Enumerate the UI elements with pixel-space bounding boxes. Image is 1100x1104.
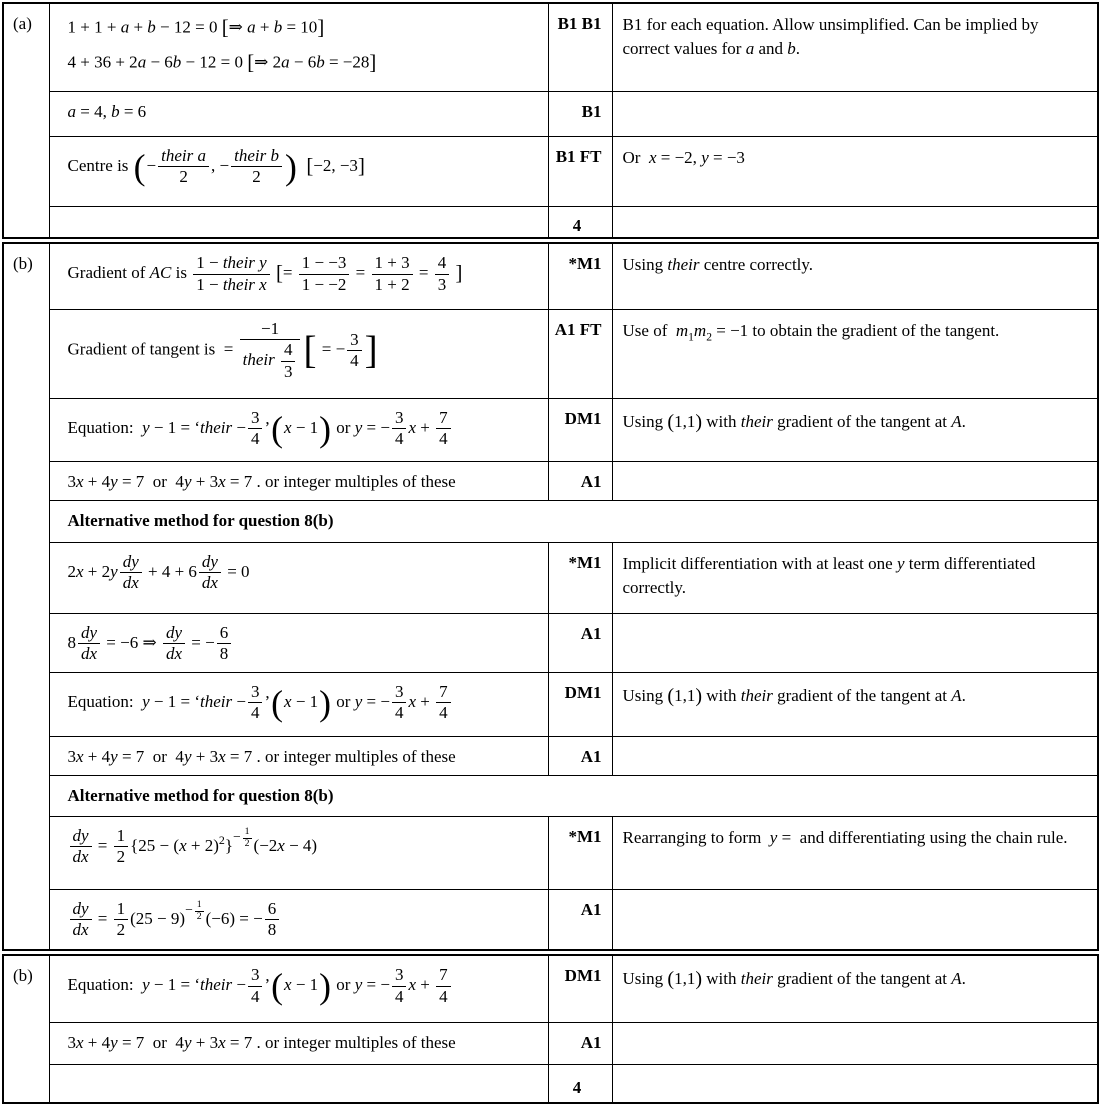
table-row	[3, 206, 1098, 238]
mark-cell: A1	[548, 736, 612, 775]
part-label: (b)	[3, 243, 49, 950]
mark-cell: *M1	[548, 243, 612, 309]
working-cell	[49, 206, 548, 238]
comment-cell	[612, 613, 1098, 672]
section-part-b-continued	[2, 954, 1099, 1104]
total-marks-cell: 4	[548, 1064, 612, 1103]
section-part-a	[2, 2, 1099, 239]
part-label: (b)	[3, 955, 49, 1103]
mark-cell: *M1	[548, 816, 612, 889]
total-marks-cell: 4	[548, 206, 612, 238]
comment-cell	[612, 736, 1098, 775]
working-cell: 1 + 1 + a + b − 12 = 0 [⇒ a + b = 10] 4 + 36 + 2a − 6b − 12 = 0 [⇒ 2a − 6b = −28]	[49, 3, 548, 91]
table-row	[3, 542, 1098, 613]
part-label: (a)	[3, 3, 49, 238]
alt-method-header: Alternative method for question 8(b)	[49, 775, 1098, 816]
table-row	[3, 500, 1098, 542]
comment-cell: B1 for each equation. Allow unsimplified. Can be implied by correct values for a and b.	[612, 3, 1098, 91]
table-row	[3, 816, 1098, 889]
working-cell: 3x + 4y = 7 or 4y + 3x = 7 . or integer multiples of these	[49, 1022, 548, 1064]
table-row	[3, 613, 1098, 672]
comment-cell	[612, 91, 1098, 136]
comment-cell: Using (1,1) with their gradient of the tangent at A.	[612, 955, 1098, 1022]
working-cell: a = 4, b = 6	[49, 91, 548, 136]
table-row	[3, 461, 1098, 500]
table-row	[3, 243, 1098, 309]
mark-cell: A1	[548, 1022, 612, 1064]
working-cell: 8 $\frac{dy}{dx}$ = −6 ⇒ $\frac{dy}{dx}$ = − $\frac{6}{8}$	[49, 613, 548, 672]
mark-cell: A1 FT	[548, 309, 612, 398]
comment-cell: Use of $m_1m_2 = -1$ to obtain the gradient of the tangent.	[612, 309, 1098, 398]
comment-cell	[612, 461, 1098, 500]
mark-cell: B1 FT	[548, 136, 612, 206]
working-cell: Gradient of AC is 1 − their y 1 − their x [= $\frac{1 - -3}{1 - -2}$ = $\frac{1 + 3}{1 + 2}$ = $\frac{4}{3}$ ]	[49, 243, 548, 309]
table-row	[3, 398, 1098, 461]
table-row	[3, 736, 1098, 775]
comment-cell	[612, 206, 1098, 238]
table-row	[3, 1064, 1098, 1103]
mark-cell: B1 B1	[548, 3, 612, 91]
table-row	[3, 889, 1098, 950]
working-cell: Equation: y − 1 = ‘their − $\frac{3}{4}$ ’(x − 1) or y = − $\frac{3}{4}$ x + $\frac{7}{4}$	[49, 672, 548, 736]
mark-cell: B1	[548, 91, 612, 136]
mark-cell: A1	[548, 613, 612, 672]
comment-cell	[612, 1022, 1098, 1064]
table-row	[3, 1022, 1098, 1064]
working-cell: 3x + 4y = 7 or 4y + 3x = 7 . or integer multiples of these	[49, 461, 548, 500]
working-cell: Equation: y − 1 = ‘their − $\frac{3}{4}$ ’(x − 1) or y = − $\frac{3}{4}$ x + $\frac{7}{4}$	[49, 398, 548, 461]
working-cell: Gradient of tangent is = −1 their $\frac{4}{3}$ [ = − $\frac{3}{4}$ ]	[49, 309, 548, 398]
comment-cell: Using their centre correctly.	[612, 243, 1098, 309]
mark-cell: DM1	[548, 955, 612, 1022]
comment-cell	[612, 1064, 1098, 1103]
comment-cell: Rearranging to form y = and differentiating using the chain rule.	[612, 816, 1098, 889]
table-row	[3, 775, 1098, 816]
section-part-b	[2, 242, 1099, 951]
mark-scheme-sheet	[2, 0, 1097, 1104]
table-row	[3, 91, 1098, 136]
working-cell: 2x + 2y $\frac{dy}{dx}$ + 4 + 6 $\frac{dy}{dx}$ = 0	[49, 542, 548, 613]
comment-cell: Using (1,1) with their gradient of the tangent at A.	[612, 672, 1098, 736]
working-cell: 3x + 4y = 7 or 4y + 3x = 7 . or integer multiples of these	[49, 736, 548, 775]
working-cell: Equation: y − 1 = ‘their − $\frac{3}{4}$ ’(x − 1) or y = − $\frac{3}{4}$ x + $\frac{7}{4}$	[49, 955, 548, 1022]
working-cell: $\frac{dy}{dx}$ = $\frac{1}{2}$ $(25 - 9)^{- \frac{1}{2}}$ (−6) = − $\frac{6}{8}$	[49, 889, 548, 950]
table-row	[3, 3, 1098, 91]
comment-cell: Implicit differentiation with at least one y term differentiated correctly.	[612, 542, 1098, 613]
table-row	[3, 136, 1098, 206]
working-cell: $\frac{dy}{dx}$ = $\frac{1}{2}$ $\{25 - (x + 2)^2\}^{- \frac{1}{2}}$ (−2x − 4)	[49, 816, 548, 889]
working-cell: Centre is (− their a 2 , − their b 2 ) [−2, −3]	[49, 136, 548, 206]
mark-cell: A1	[548, 889, 612, 950]
mark-cell: DM1	[548, 672, 612, 736]
table-row	[3, 955, 1098, 1022]
mark-cell: DM1	[548, 398, 612, 461]
mark-cell: *M1	[548, 542, 612, 613]
mark-cell: A1	[548, 461, 612, 500]
comment-cell: Or x = −2, y = −3	[612, 136, 1098, 206]
table-row	[3, 309, 1098, 398]
alt-method-header: Alternative method for question 8(b)	[49, 500, 1098, 542]
table-row	[3, 672, 1098, 736]
comment-cell	[612, 889, 1098, 950]
working-cell	[49, 1064, 548, 1103]
comment-cell: Using (1,1) with their gradient of the tangent at A.	[612, 398, 1098, 461]
